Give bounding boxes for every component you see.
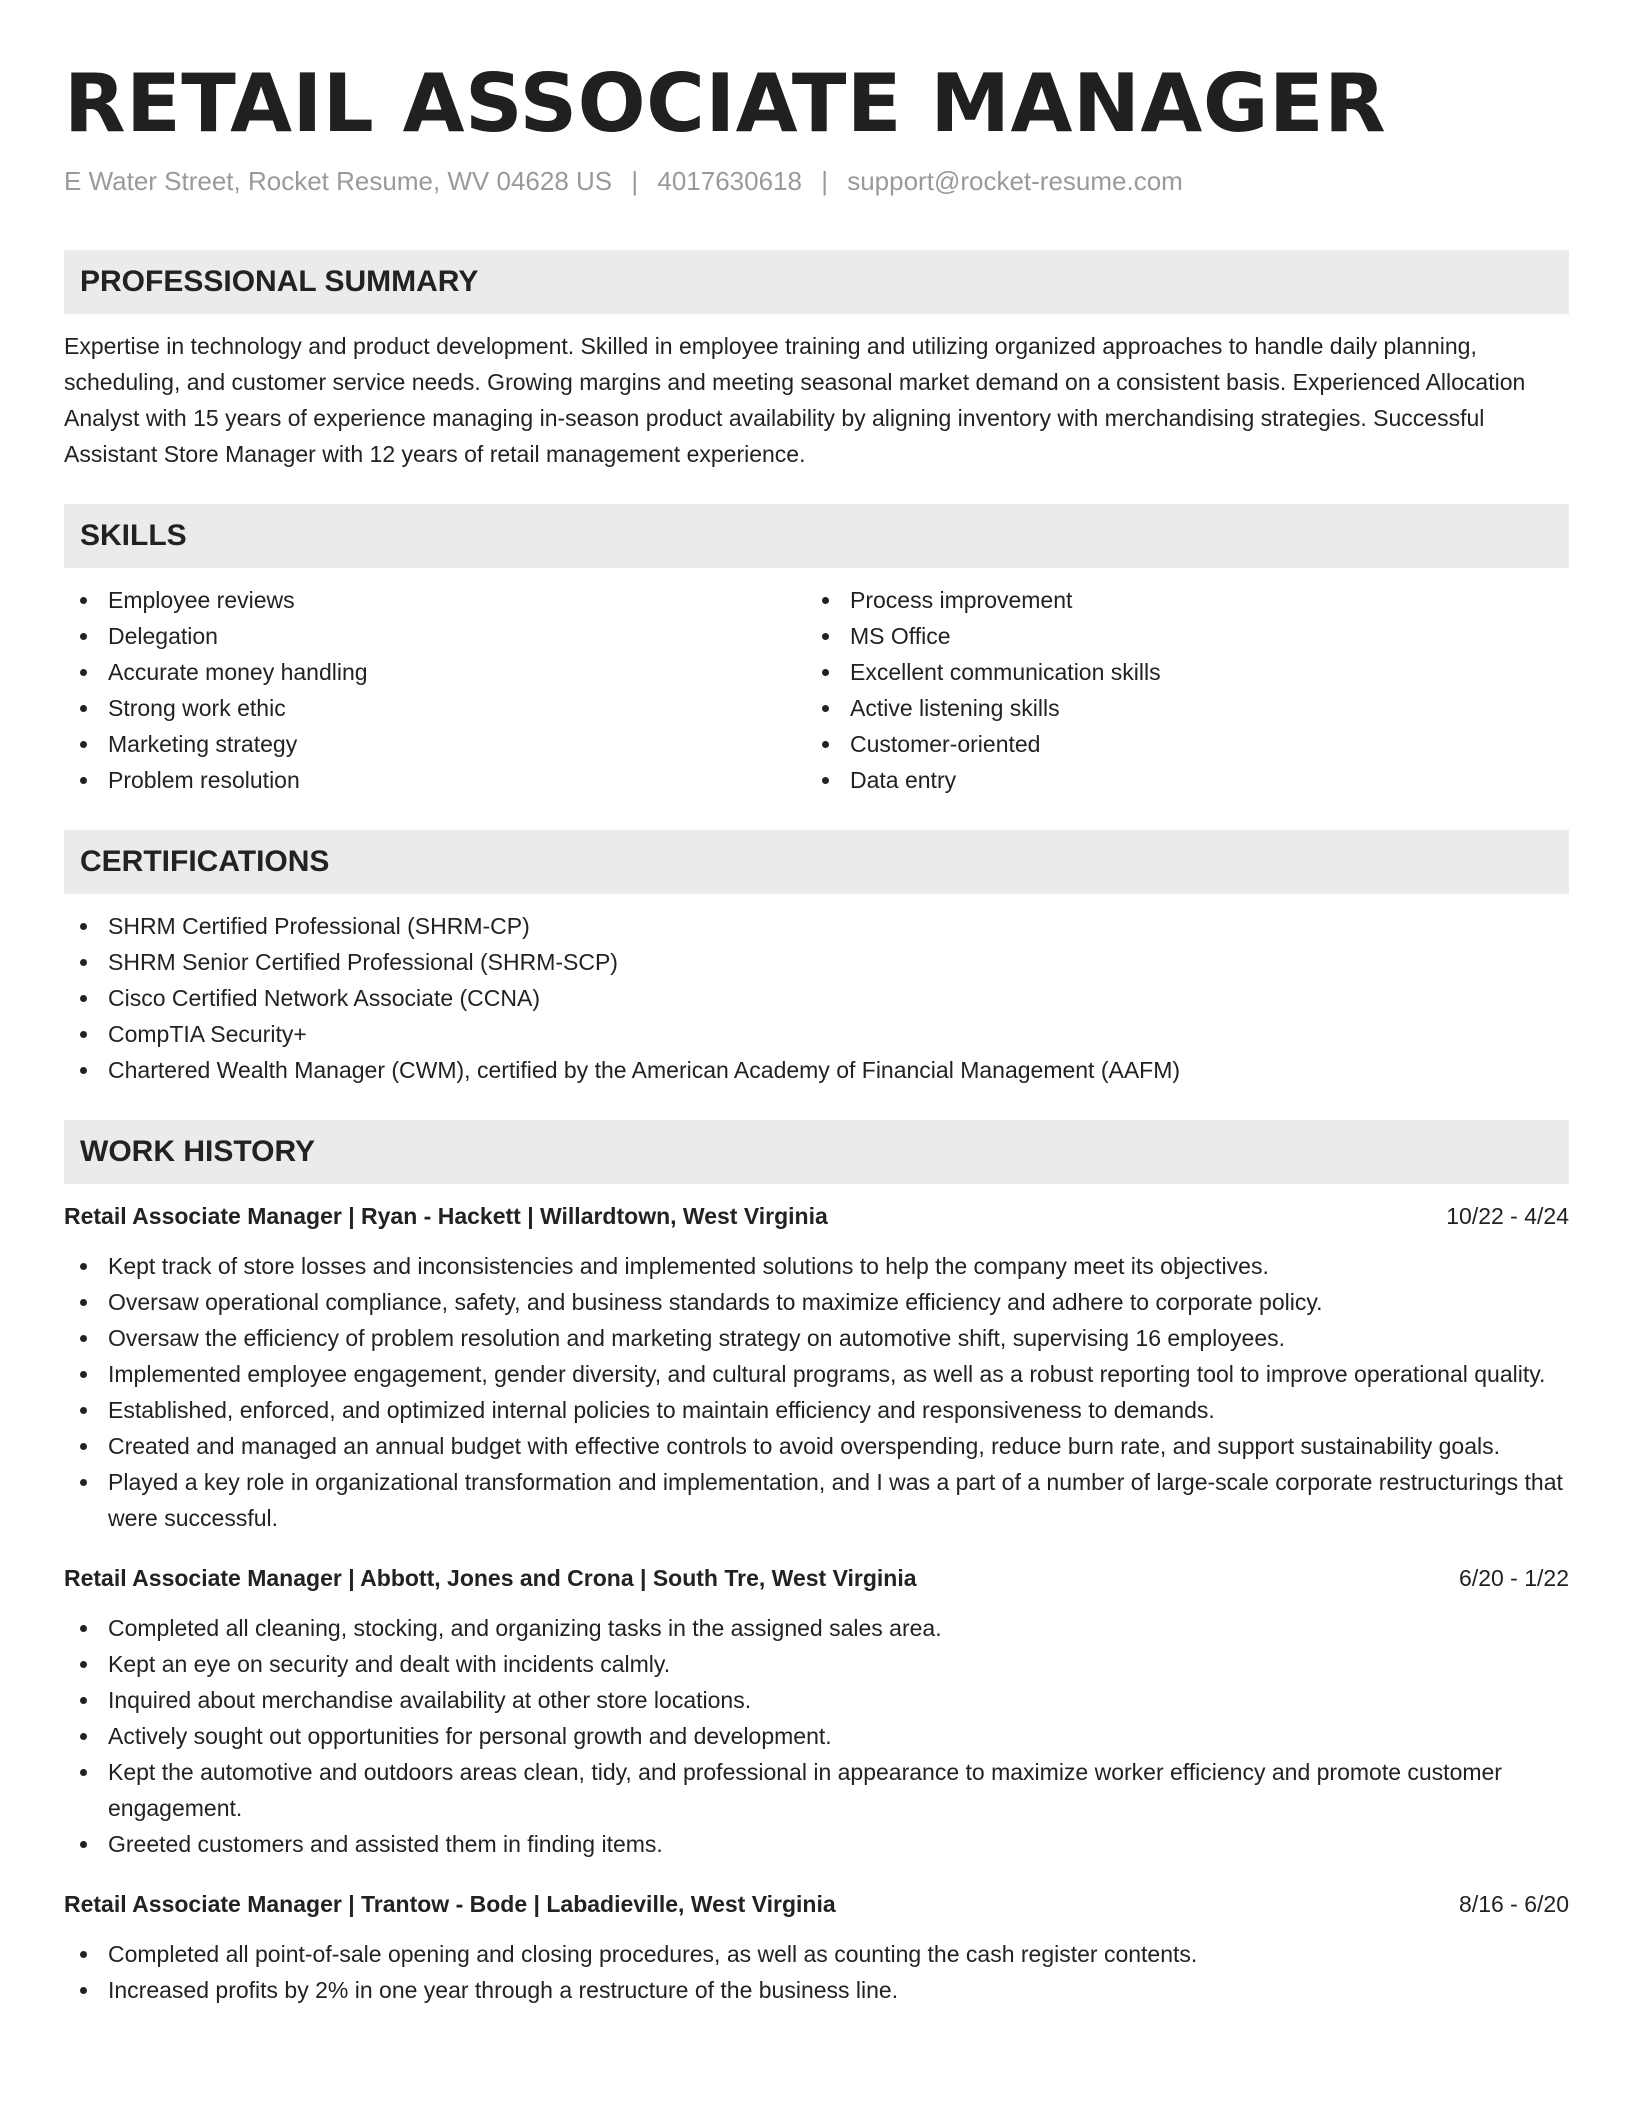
contact-phone: 4017630618 <box>657 166 802 196</box>
certification-item: SHRM Certified Professional (SHRM-CP) <box>64 908 1569 944</box>
skill-item: Active listening skills <box>806 690 1569 726</box>
certifications-heading: CERTIFICATIONS <box>64 830 1569 894</box>
job-dates: 10/22 - 4/24 <box>1446 1203 1569 1229</box>
contact-separator: | <box>631 166 639 196</box>
job-entry <box>64 1886 1569 2008</box>
job-entry <box>64 1198 1569 1536</box>
job-bullet: Oversaw operational compliance, safety, and business standards to maximize efficiency and adhere to corporate policy. <box>64 1284 1569 1320</box>
job-bullet: Inquired about merchandise availability at other store locations. <box>64 1682 1569 1718</box>
certification-item: Cisco Certified Network Associate (CCNA) <box>64 980 1569 1016</box>
skill-item: MS Office <box>806 618 1569 654</box>
certification-item: CompTIA Security+ <box>64 1016 1569 1052</box>
contact-email: support@rocket-resume.com <box>847 166 1183 196</box>
summary-heading: PROFESSIONAL SUMMARY <box>64 250 1569 314</box>
summary-text: Expertise in technology and product development. Skilled in employee training and utilizing organized approaches to handle daily planning, scheduling, and customer service needs. Growing margins and meeting seasonal market demand on a consistent basis. Experienced Allocation Analyst with 15 years of experience managing in-season product availability by aligning inventory with merchandising strategies. Successful Assistant Store Manager with 12 years of retail management experience. <box>64 333 1526 467</box>
skill-item: Process improvement <box>806 582 1569 618</box>
job-title: Retail Associate Manager | Trantow - Bode | Labadieville, West Virginia <box>64 1891 836 1917</box>
job-bullet: Played a key role in organizational transformation and implementation, and I was a part of a number of large-scale corporate restructurings that were successful. <box>64 1464 1569 1536</box>
skill-item: Marketing strategy <box>64 726 806 762</box>
skill-item: Customer-oriented <box>806 726 1569 762</box>
work-history-heading: WORK HISTORY <box>64 1120 1569 1184</box>
job-title: Retail Associate Manager | Ryan - Hackett | Willardtown, West Virginia <box>64 1203 828 1229</box>
job-bullets <box>64 1248 1569 1536</box>
job-bullet: Increased profits by 2% in one year through a restructure of the business line. <box>64 1972 1569 2008</box>
job-header <box>64 1560 1569 1596</box>
job-header <box>64 1886 1569 1922</box>
job-bullets <box>64 1936 1569 2008</box>
job-bullet: Actively sought out opportunities for personal growth and development. <box>64 1718 1569 1754</box>
skills-list-left <box>64 582 806 798</box>
skills-list-right <box>806 582 1569 798</box>
certification-item: SHRM Senior Certified Professional (SHRM-SCP) <box>64 944 1569 980</box>
job-dates: 8/16 - 6/20 <box>1459 1891 1569 1917</box>
job-title: Retail Associate Manager | Abbott, Jones and Crona | South Tre, West Virginia <box>64 1565 917 1591</box>
contact-line <box>64 164 1569 198</box>
skill-item: Accurate money handling <box>64 654 806 690</box>
skill-item: Excellent communication skills <box>806 654 1569 690</box>
job-bullet: Greeted customers and assisted them in finding items. <box>64 1826 1569 1862</box>
skill-item: Data entry <box>806 762 1569 798</box>
skills-heading: SKILLS <box>64 504 1569 568</box>
job-bullet: Created and managed an annual budget with effective controls to avoid overspending, reduce burn rate, and support sustainability goals. <box>64 1428 1569 1464</box>
certifications-list <box>64 908 1569 1088</box>
job-bullets <box>64 1610 1569 1862</box>
job-bullet: Kept an eye on security and dealt with incidents calmly. <box>64 1646 1569 1682</box>
job-bullet: Oversaw the efficiency of problem resolution and marketing strategy on automotive shift, supervising 16 employees. <box>64 1320 1569 1356</box>
job-bullet: Implemented employee engagement, gender diversity, and cultural programs, as well as a robust reporting tool to improve operational quality. <box>64 1356 1569 1392</box>
job-bullet: Completed all point-of-sale opening and closing procedures, as well as counting the cash register contents. <box>64 1936 1569 1972</box>
job-bullet: Kept track of store losses and inconsistencies and implemented solutions to help the company meet its objectives. <box>64 1248 1569 1284</box>
skills-grid <box>64 568 1569 798</box>
certification-item: Chartered Wealth Manager (CWM), certified by the American Academy of Financial Management (AAFM) <box>64 1052 1569 1088</box>
job-dates: 6/20 - 1/22 <box>1459 1565 1569 1591</box>
skill-item: Strong work ethic <box>64 690 806 726</box>
skill-item: Delegation <box>64 618 806 654</box>
candidate-name: RETAIL ASSOCIATE MANAGER <box>64 57 1387 150</box>
job-bullet: Kept the automotive and outdoors areas clean, tidy, and professional in appearance to maximize worker efficiency and promote customer engagement. <box>64 1754 1569 1826</box>
job-bullet: Completed all cleaning, stocking, and organizing tasks in the assigned sales area. <box>64 1610 1569 1646</box>
job-entry <box>64 1560 1569 1862</box>
skill-item: Employee reviews <box>64 582 806 618</box>
skill-item: Problem resolution <box>64 762 806 798</box>
contact-address: E Water Street, Rocket Resume, WV 04628 US <box>64 166 613 196</box>
job-bullet: Established, enforced, and optimized internal policies to maintain efficiency and responsiveness to demands. <box>64 1392 1569 1428</box>
contact-separator: | <box>821 166 828 196</box>
job-header <box>64 1198 1569 1234</box>
